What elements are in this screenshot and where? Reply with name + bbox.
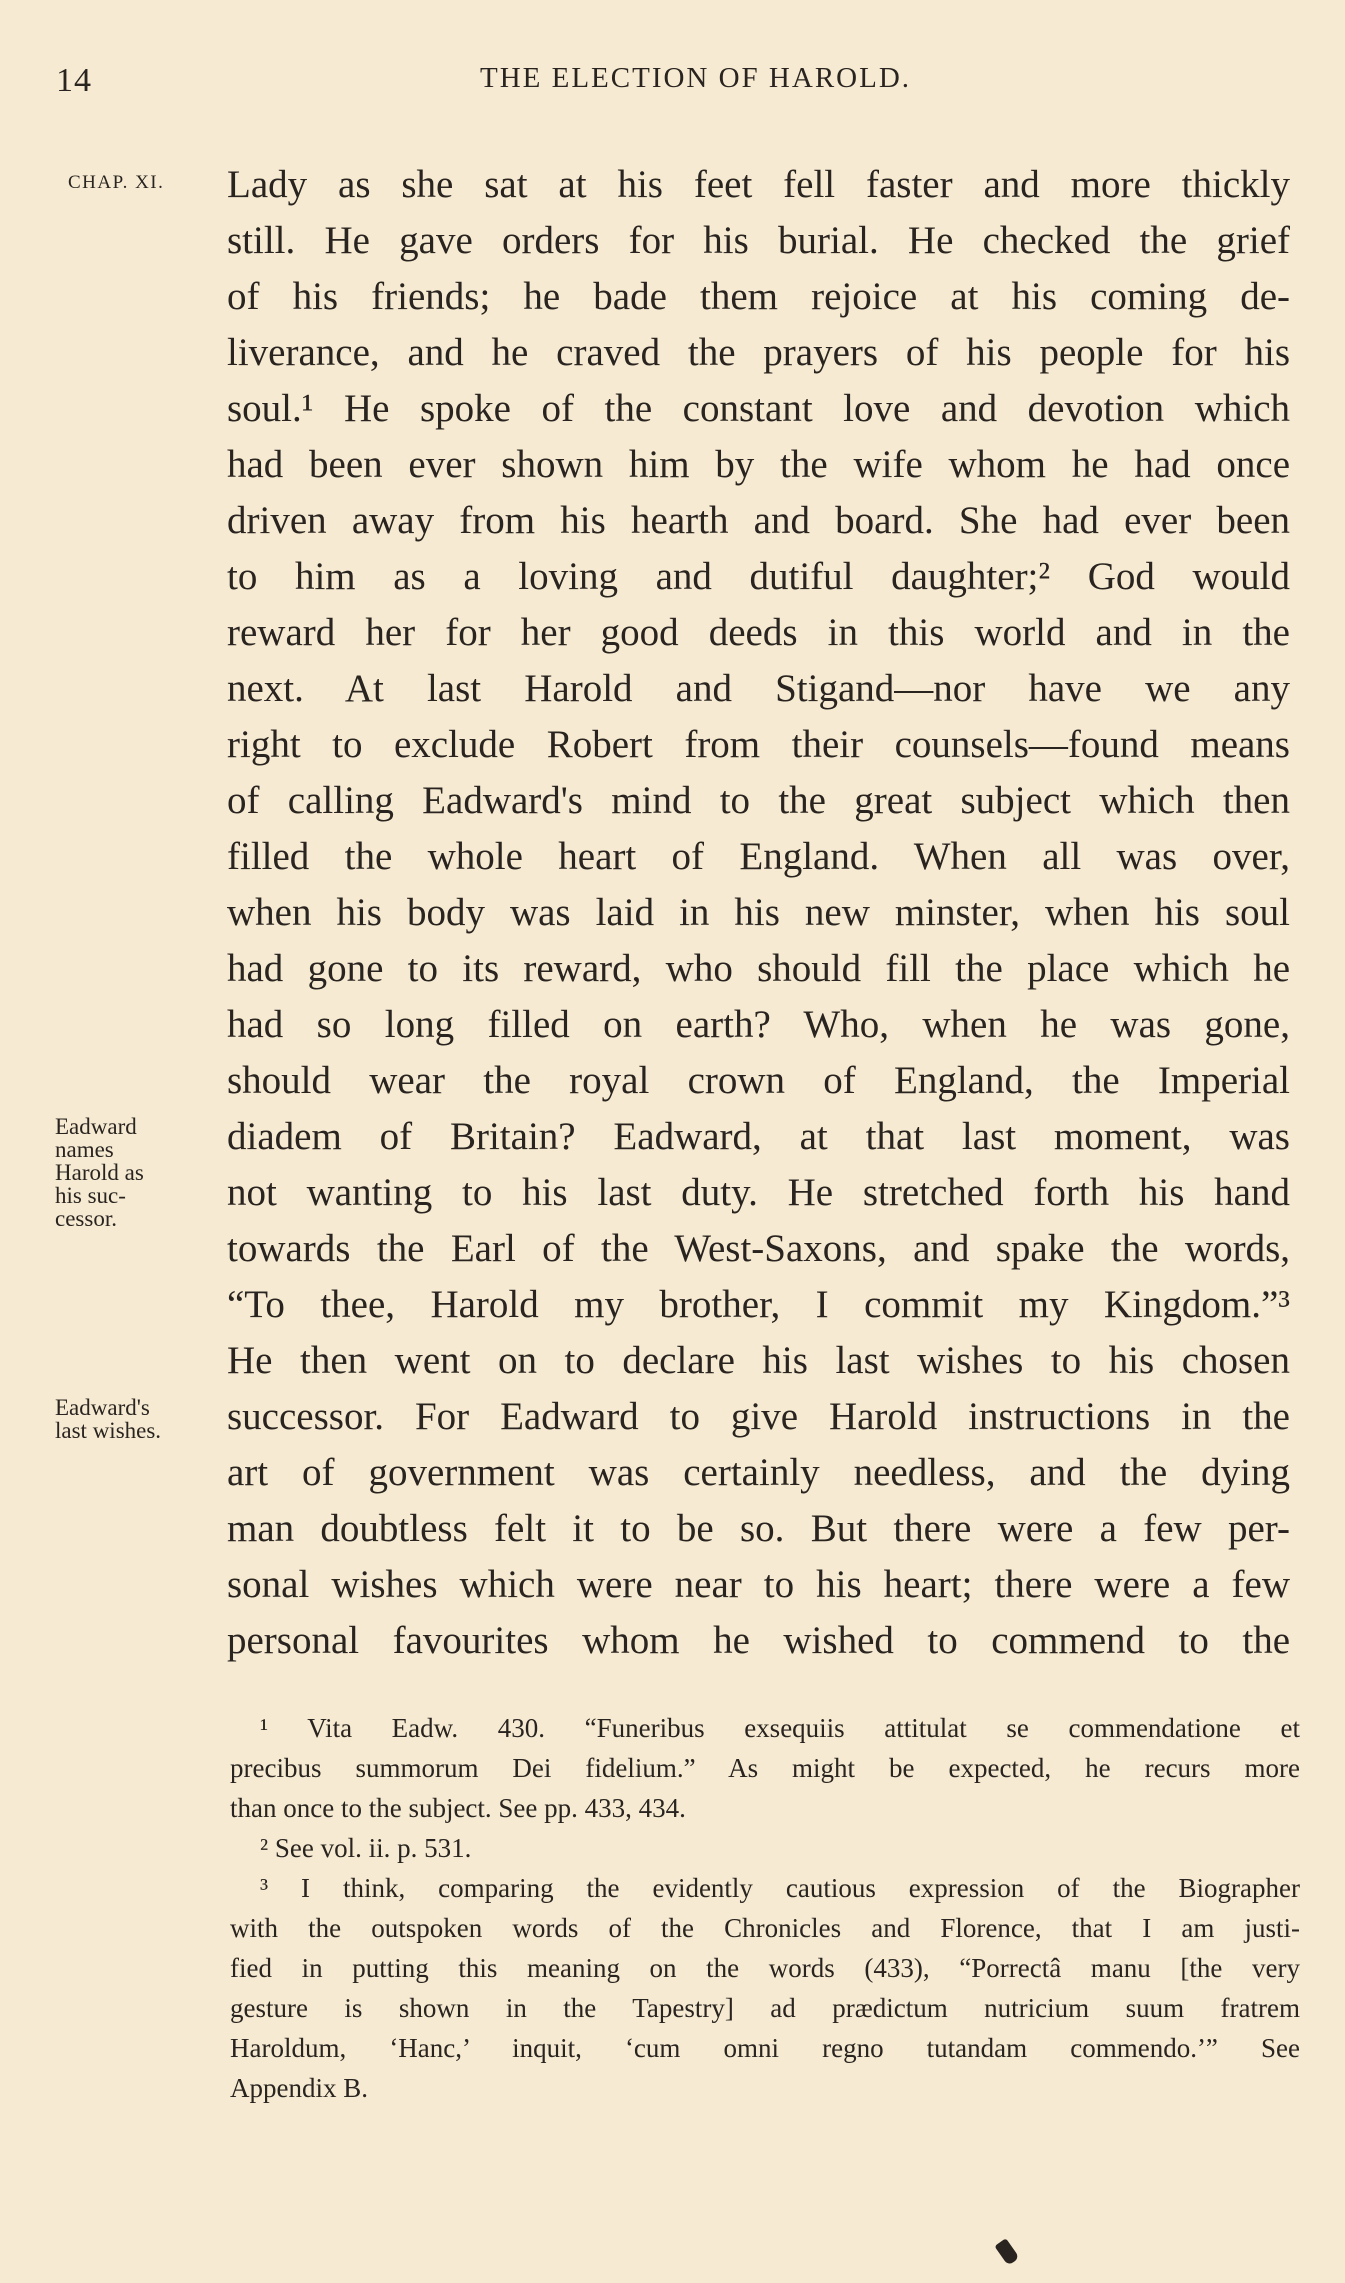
body-line: had gone to its reward, who should fill the place which he bbox=[227, 947, 1290, 990]
body-line: had been ever shown him by the wife whom he had once bbox=[227, 443, 1290, 486]
body-line: filled the whole heart of England. When all was over, bbox=[227, 835, 1290, 878]
body-line: next. At last Harold and Stigand—nor have we any bbox=[227, 667, 1290, 710]
body-line: of his friends; he bade them rejoice at his coming de- bbox=[227, 275, 1290, 318]
body-line: soul.¹ He spoke of the constant love and devotion which bbox=[227, 387, 1290, 430]
running-title: THE ELECTION OF HAROLD. bbox=[480, 62, 912, 94]
body-line: sonal wishes which were near to his heart; there were a few bbox=[227, 1563, 1290, 1606]
footnote-line: than once to the subject. See pp. 433, 434. bbox=[230, 1793, 686, 1823]
sidenote-line: Harold as bbox=[55, 1160, 144, 1185]
body-line: personal favourites whom he wished to commend to the bbox=[227, 1619, 1290, 1662]
sidenote-last-wishes bbox=[55, 1396, 220, 1442]
sidenote-line: cessor. bbox=[55, 1206, 117, 1231]
body-line: towards the Earl of the West-Saxons, and spake the words, bbox=[227, 1227, 1290, 1270]
footnote-line: Appendix B. bbox=[230, 2073, 368, 2103]
body-line: not wanting to his last duty. He stretched forth his hand bbox=[227, 1171, 1290, 1214]
body-line: liverance, and he craved the prayers of his people for his bbox=[227, 331, 1290, 374]
body-line: successor. For Eadward to give Harold instructions in the bbox=[227, 1395, 1290, 1438]
body-line: right to exclude Robert from their counsels—found means bbox=[227, 723, 1290, 766]
body-line: driven away from his hearth and board. She had ever been bbox=[227, 499, 1290, 542]
body-line: He then went on to declare his last wishes to his chosen bbox=[227, 1339, 1290, 1382]
body-line: diadem of Britain? Eadward, at that last moment, was bbox=[227, 1115, 1290, 1158]
body-line: reward her for her good deeds in this world and in the bbox=[227, 611, 1290, 654]
body-line: still. He gave orders for his burial. He checked the grief bbox=[227, 219, 1290, 262]
footnote-line: Haroldum, ‘Hanc,’ inquit, ‘cum omni regno tutandam commendo.’” See bbox=[230, 2033, 1300, 2063]
body-line: of calling Eadward's mind to the great subject which then bbox=[227, 779, 1290, 822]
footnote-line: gesture is shown in the Tapestry] ad prædictum nutricium suum fratrem bbox=[230, 1993, 1300, 2023]
footnotes bbox=[230, 1708, 1300, 2108]
body-line: man doubtless felt it to be so. But there were a few per- bbox=[227, 1507, 1290, 1550]
sidenote-line: names bbox=[55, 1137, 114, 1162]
sidenote-line: Eadward's bbox=[55, 1395, 150, 1420]
footnote-line: with the outspoken words of the Chronicles and Florence, that I am justi- bbox=[230, 1913, 1300, 1943]
page-number: 14 bbox=[56, 62, 92, 99]
body-line: to him as a loving and dutiful daughter;² God would bbox=[227, 555, 1290, 598]
ink-blot bbox=[994, 2238, 1019, 2266]
footnote-line: ¹ Vita Eadw. 430. “Funeribus exsequiis attitulat se commendatione et bbox=[260, 1713, 1300, 1743]
body-line: when his body was laid in his new minster, when his soul bbox=[227, 891, 1290, 934]
body-line: should wear the royal crown of England, the Imperial bbox=[227, 1059, 1290, 1102]
body-text bbox=[227, 157, 1290, 1669]
body-line: had so long filled on earth? Who, when he was gone, bbox=[227, 1003, 1290, 1046]
footnote-line: ³ I think, comparing the evidently cautious expression of the Biographer bbox=[260, 1873, 1300, 1903]
sidenote-eadward-names-harold bbox=[55, 1115, 220, 1230]
sidenote-line: last wishes. bbox=[55, 1418, 162, 1443]
footnote-line: fied in putting this meaning on the words (433), “Porrectâ manu [the very bbox=[230, 1953, 1300, 1983]
footnote-line: precibus summorum Dei fidelium.” As might be expected, he recurs more bbox=[230, 1753, 1300, 1783]
chapter-label: CHAP. XI. bbox=[68, 172, 165, 193]
sidenote-line: his suc- bbox=[55, 1183, 126, 1208]
page-header bbox=[0, 62, 1345, 112]
footnote-line: ² See vol. ii. p. 531. bbox=[260, 1833, 472, 1863]
body-line: Lady as she sat at his feet fell faster and more thickly bbox=[227, 163, 1290, 206]
body-line: “To thee, Harold my brother, I commit my Kingdom.”³ bbox=[227, 1283, 1290, 1326]
sidenote-line: Eadward bbox=[55, 1114, 137, 1139]
body-line: art of government was certainly needless, and the dying bbox=[227, 1451, 1290, 1494]
